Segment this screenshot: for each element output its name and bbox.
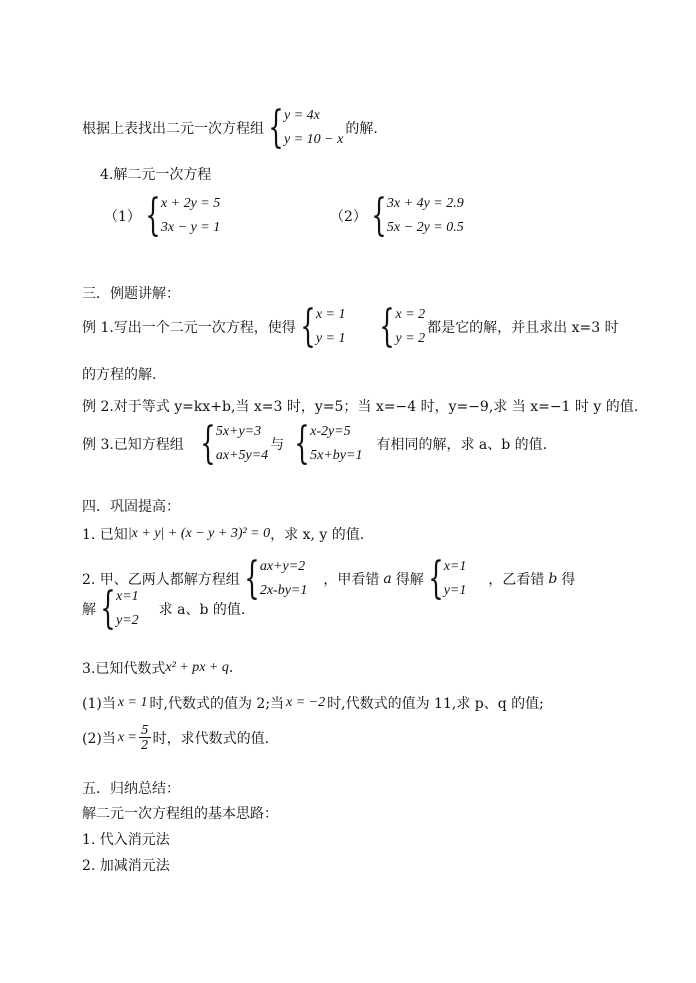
example-text: 有相同的解，求 a、b 的值. (376, 437, 548, 453)
example-2 (82, 396, 638, 416)
equation-system: { x + 2y = 5 3x − y = 1 (145, 190, 221, 241)
question-3-part1 (82, 693, 544, 713)
problem-4-title (100, 164, 211, 184)
question-1 (82, 524, 364, 544)
equation: y = 2 (395, 331, 426, 346)
question-text: 求 a、b 的值. (158, 602, 246, 618)
example-text: 都是它的解，并且求出 x=3 时 (427, 320, 619, 336)
equation: y = 4x (284, 108, 320, 123)
question-text: 时,代数式的值为 2;当 (149, 696, 285, 712)
variable: b (548, 571, 558, 587)
section-3-heading (82, 283, 180, 303)
equation: 3x + 4y = 2.9 (386, 196, 464, 211)
equation: x-2y=5 (310, 424, 351, 439)
equation: x = 2 (395, 307, 426, 322)
summary-text: 解二元一次方程组的基本思路： (82, 806, 278, 822)
equation: x=1 (443, 559, 467, 574)
equation: x = 1 (315, 307, 346, 322)
summary-text: 1. 代入消元法 (82, 832, 170, 848)
equation: ax+y=2 (259, 559, 306, 574)
part-label: （2） (330, 209, 367, 225)
question-text: ，甲看错 (323, 572, 380, 588)
equation-system: { x = 1 y = 1 (300, 301, 346, 352)
equation: x=1 (116, 589, 139, 604)
equation-system: { y = 4x y = 10 − x (268, 102, 344, 153)
math-expression: x = −2 (286, 695, 326, 710)
fraction-denominator: 2 (141, 738, 149, 752)
problem-title: 4.解二元一次方程 (100, 167, 212, 183)
question-text: 1. 已知 (82, 527, 128, 543)
question-text: (2)当 (82, 730, 116, 747)
section-4-heading (82, 496, 180, 516)
question-text: 得 (561, 572, 576, 588)
question-text: 得解 (395, 572, 424, 588)
equation-system: { 3x + 4y = 2.9 5x − 2y = 0.5 (371, 190, 464, 241)
equation-system: { x = 2 y = 2 (379, 301, 426, 352)
example-text: 例 1.写出一个二元一次方程，使得 (82, 320, 296, 336)
example-text: 例 3.已知方程组 (82, 437, 184, 453)
problem-4-part2 (330, 192, 466, 240)
fraction-numerator: 5 (141, 723, 149, 737)
question-text: ，求 x, y 的值. (270, 527, 365, 543)
section-heading: 三．例题讲解： (82, 286, 180, 302)
variable: a (383, 571, 392, 587)
equation: y = 1 (315, 331, 346, 346)
summary-line (82, 803, 278, 823)
question-text: 解 (82, 602, 96, 618)
question-text: . (228, 660, 234, 676)
equation-system: { x-2y=5 5x+by=1 (294, 418, 363, 469)
example-text: 例 2.对于等式 y=kx+b,当 x=3 时，y=5；当 x=−4 时，y=−9,求 当 x=−1 时 y 的值. (82, 399, 639, 415)
math-expression: x = 1 (117, 695, 148, 710)
section-heading: 五．归纳总结： (82, 781, 180, 797)
equation: ax+5y=4 (215, 448, 269, 463)
intro-suffix: 的解. (345, 121, 378, 137)
equation: 5x+by=1 (310, 448, 363, 463)
equation: 3x − y = 1 (160, 220, 221, 235)
equation: y=1 (443, 583, 467, 598)
equation: 5x − 2y = 0.5 (386, 220, 464, 235)
part-label: （1） (104, 209, 141, 225)
math-expression: x = (117, 729, 138, 745)
question-text: (1)当 (82, 696, 116, 712)
section-5-heading (82, 778, 180, 798)
equation: 5x+y=3 (215, 424, 262, 439)
section-heading: 四．巩固提高： (82, 499, 180, 515)
intro-line (82, 104, 378, 152)
question-3-title (82, 658, 233, 678)
equation: y=2 (116, 613, 139, 628)
equation: y = 10 − x (284, 132, 344, 147)
fraction (139, 723, 151, 752)
math-expression: x² + px + q (165, 660, 229, 675)
question-text: ，乙看错 (488, 572, 545, 588)
summary-text: 2. 加减消元法 (82, 858, 170, 874)
question-text: 时，求代数式的值. (152, 730, 270, 747)
summary-method-2 (82, 855, 170, 875)
problem-4-part1 (104, 192, 222, 240)
question-text: 2. 甲、乙两人都解方程组 (82, 572, 240, 588)
example-text: 的方程的解. (82, 367, 157, 383)
question-text: 3.已知代数式 (82, 661, 166, 677)
summary-method-1 (82, 829, 170, 849)
question-3-part2 (82, 723, 269, 752)
equation: 2x-by=1 (259, 583, 308, 598)
equation-system: { 5x+y=3 ax+5y=4 (200, 418, 269, 469)
equation-system: { x=1 y=2 (100, 583, 139, 634)
example-text: 与 (270, 437, 285, 453)
example-1 (82, 303, 619, 351)
equation: x + 2y = 5 (160, 196, 221, 211)
equation-system: { x=1 y=1 (428, 553, 467, 604)
example-1-line2 (82, 364, 156, 384)
math-expression: |x + y| + (x − y + 3)² = 0 (127, 526, 271, 541)
question-2-line2 (82, 585, 245, 633)
equation-system: { ax+y=2 2x-by=1 (244, 553, 308, 604)
example-3 (82, 420, 547, 468)
intro-prefix: 根据上表找出二元一次方程组 (82, 121, 264, 137)
question-text: 时,代数式的值为 11,求 p、q 的值; (327, 696, 544, 712)
